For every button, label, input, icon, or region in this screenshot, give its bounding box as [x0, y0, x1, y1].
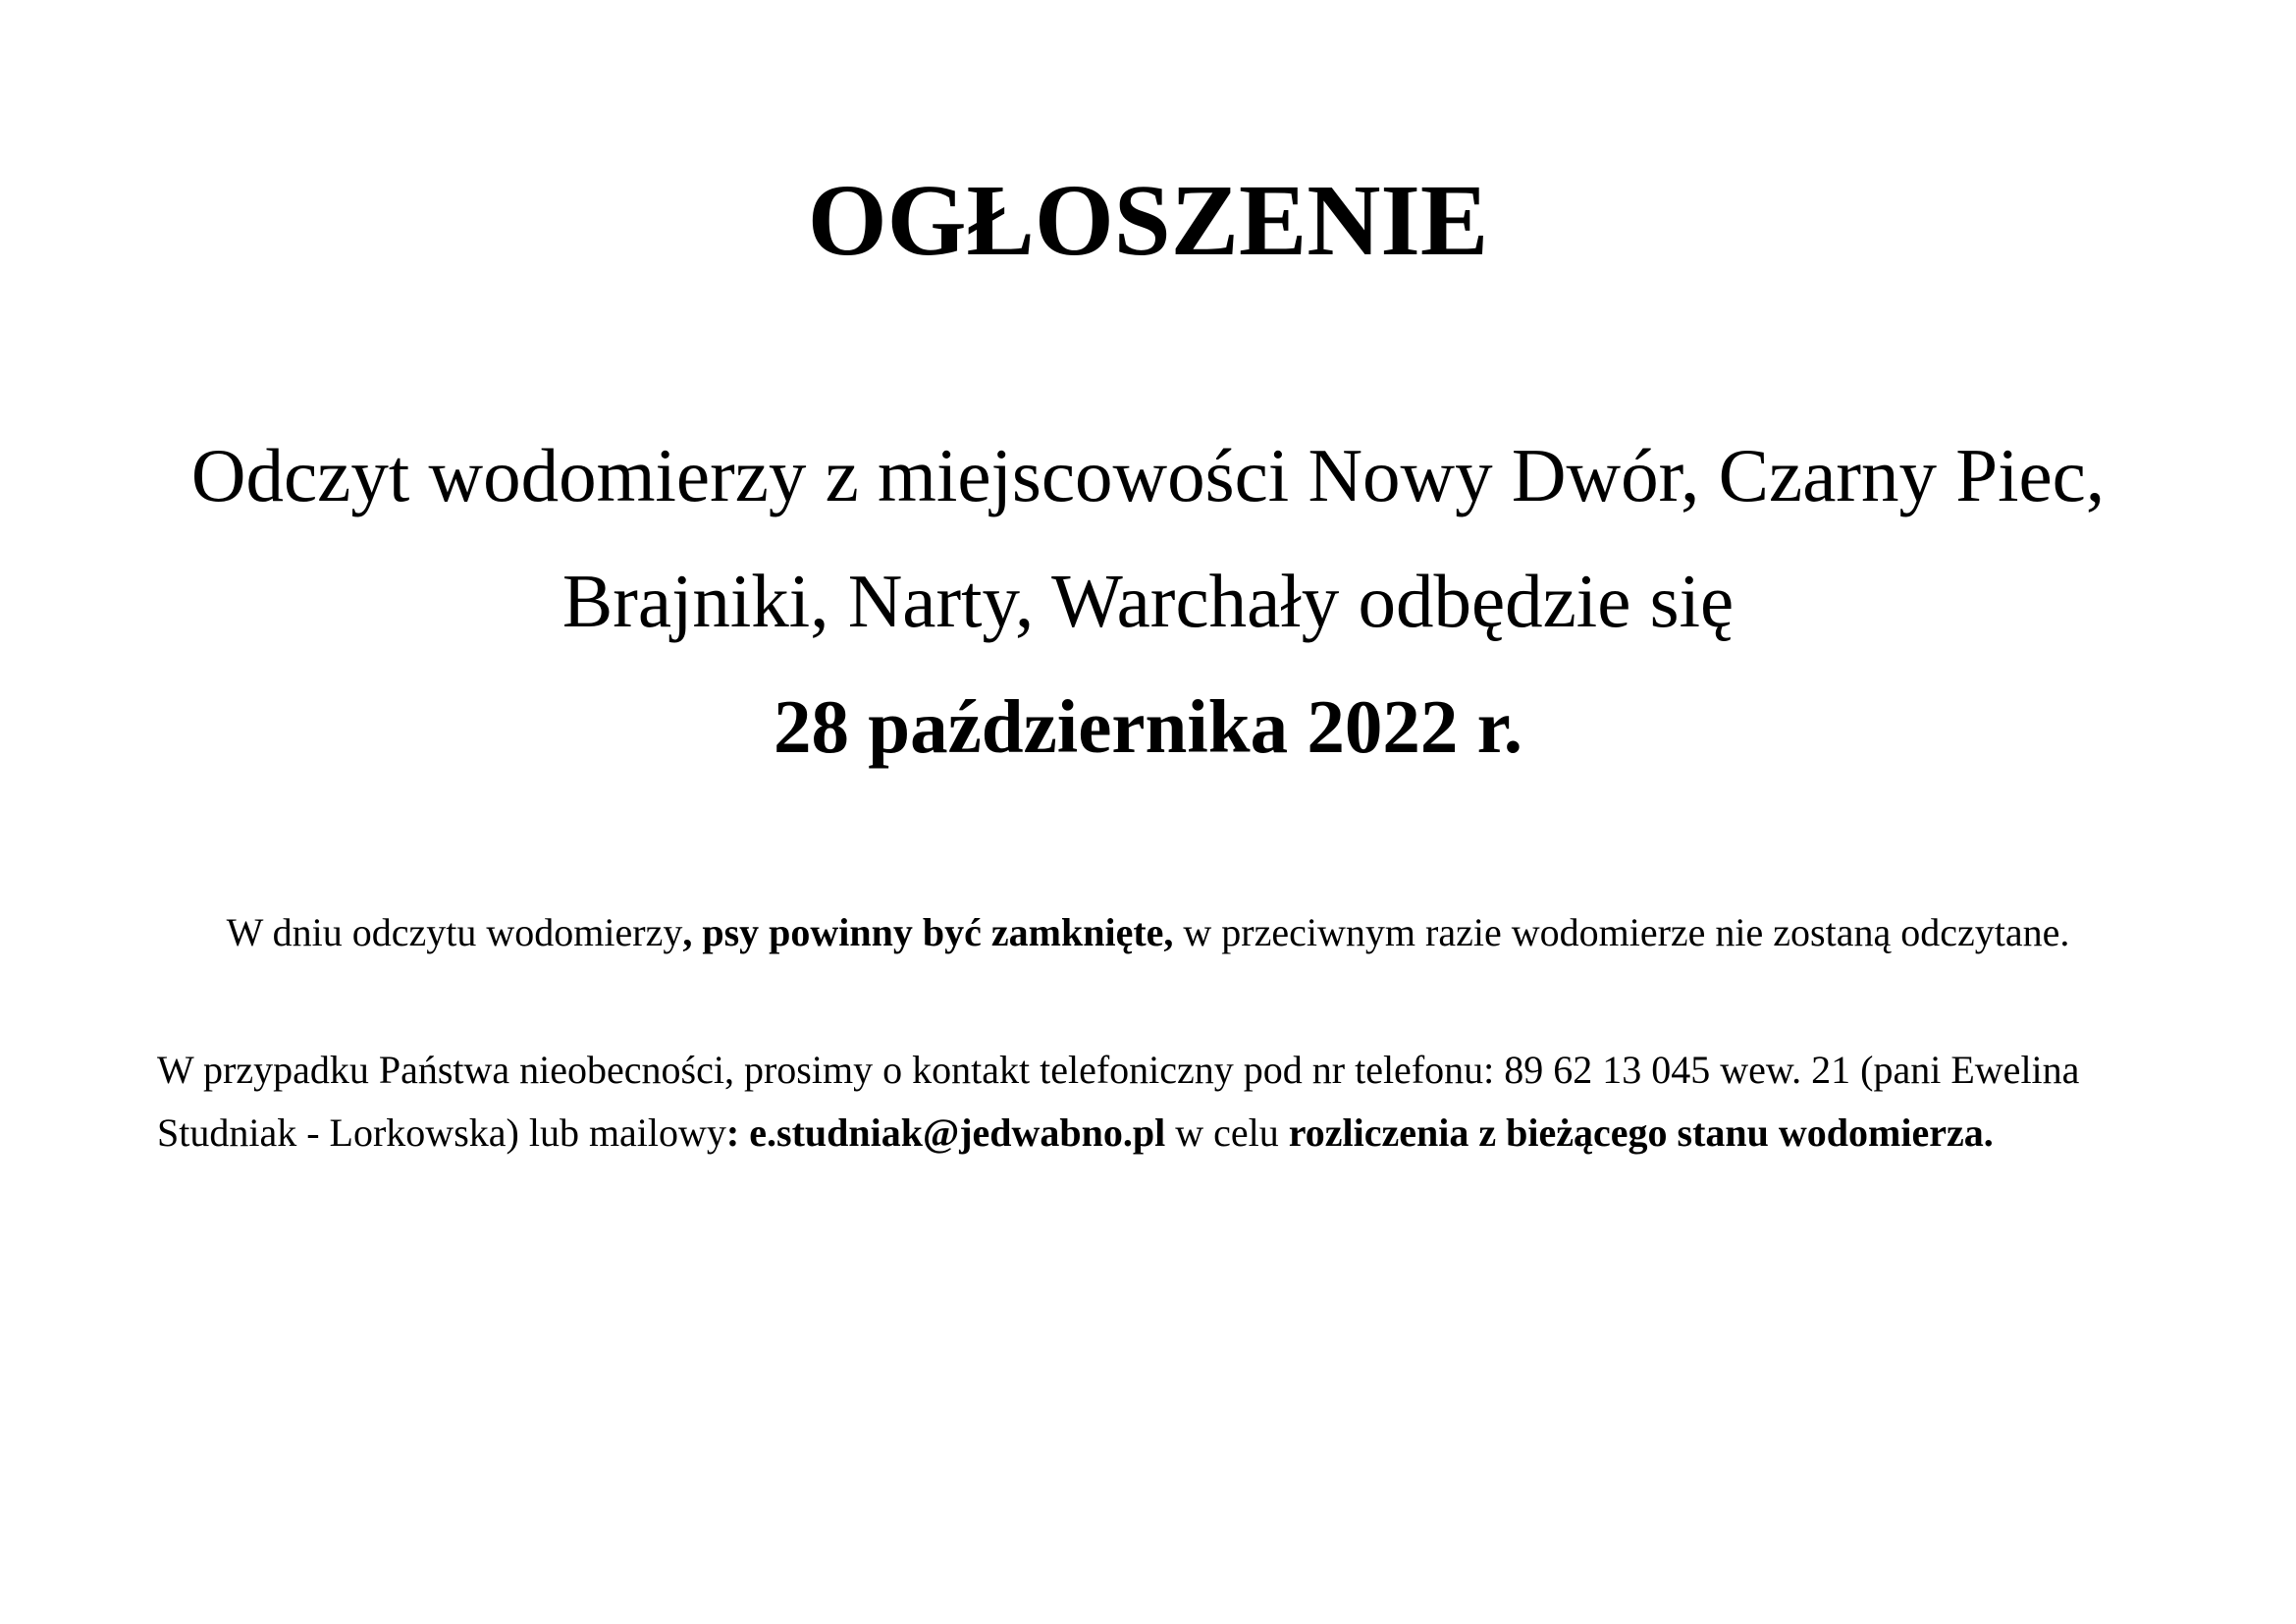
- contact-notice-text-2: w celu: [1165, 1110, 1289, 1155]
- contact-email: : e.studniak@jedwabno.pl: [725, 1110, 1166, 1155]
- reading-announcement: [147, 412, 2149, 789]
- dogs-notice-text-2: w przeciwnym razie wodomierze nie zostaną odczytane.: [1173, 910, 2070, 954]
- contact-notice: [157, 1039, 2139, 1164]
- reading-announcement-text: Odczyt wodomierzy z miejscowości Nowy Dwór, Czarny Piec, Brajniki, Narty, Warchały odbędzie się: [190, 433, 2106, 643]
- dogs-notice-text-1: W dniu odczytu wodomierzy: [226, 910, 683, 954]
- contact-notice-bold: rozliczenia z bieżącego stanu wodomierza.: [1288, 1110, 1994, 1155]
- dogs-notice-bold: , psy powinny być zamknięte,: [682, 910, 1174, 954]
- page-title: OGŁOSZENIE: [807, 164, 1489, 277]
- dogs-notice: [157, 901, 2139, 964]
- contact-notice-text-1: W przypadku Państwa nieobecności, prosimy o kontakt telefoniczny pod nr telefonu: 89 62 13 045 wew. 21 (pani Ewelina Studniak - Lorkowska) lub mailowy: [157, 1048, 2080, 1155]
- reading-date: 28 października 2022 r.: [774, 684, 1522, 769]
